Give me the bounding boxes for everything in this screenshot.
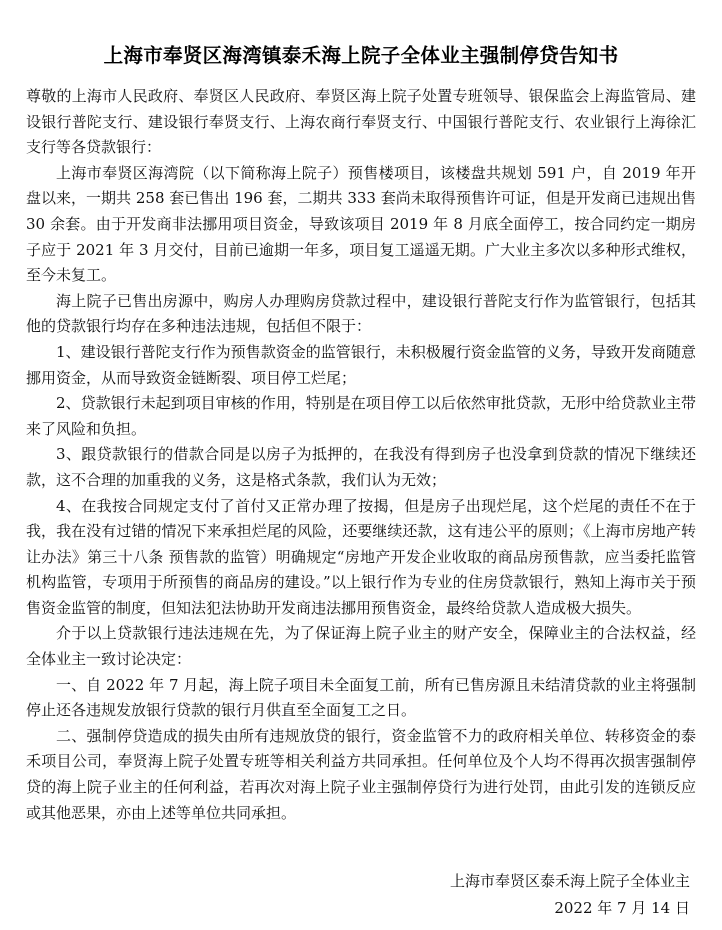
paragraph-decision-intro: 介于以上贷款银行违法违规在先，为了保证海上院子业主的财产安全，保障业主的合法权益，经全体业主一致讨论决定： [26,624,696,669]
signature-block [450,868,690,922]
salutation: 尊敬的上海市人民政府、奉贤区人民政府、奉贤区海上院子处置专班领导、银保监会上海监管局、建设银行普陀支行、建设银行奉贤支行、上海农商行奉贤支行、中国银行普陀支行、农业银行上海徐汇支行等各贷款银行： [26,87,696,157]
paragraph-background: 上海市奉贤区海湾院（以下简称海上院子）预售楼项目，该楼盘共规划 591 户，自 2019 年开盘以来，一期共 258 套已售出 196 套，二期共 333 套尚未取得预售许可证，但是开发商已违规出售 30 余套。由于开发商非法挪用项目资金，导致该项目 2019 年 8 月底全面停工，按合同约定一期房子应于 2021 年 3 月交付，目前已逾期一年多，项目复工遥遥无期。广大业主多次以多种形式维权，至今未复工。 [26,163,696,285]
paragraph-decision-2: 二、强制停贷造成的损失由所有违规放贷的银行，资金监管不力的政府相关单位、转移资金的泰禾项目公司，奉贤海上院子处置专班等相关利益方共同承担。任何单位及个人均不得再次损害强制停贷的海上院子业主的任何利益，若再次对海上院子业主强制停贷行为进行处罚，由此引发的连锁反应或其他恶果，亦由上述等单位共同承担。 [26,726,696,822]
signature-date: 2022 年 7 月 14 日 [554,899,690,917]
document-body [26,84,696,826]
signature-name: 上海市奉贤区泰禾海上院子全体业主 [449,872,690,890]
paragraph-violation-4: 4、在我按合同规定支付了首付又正常办理了按揭，但是房子出现烂尾，这个烂尾的责任不在于我，我在没有过错的情况下来承担烂尾的风险，还要继续还款，这有违公平的原则；《上海市房地产转让办法》第三十八条 预售款的监管）明确规定“房地产开发企业收取的商品房预售款，应当委托监管机构监管，专项用于所预售的商品房的建设。”以上银行作为专业的住房贷款银行，熟知上海市关于预售资金监管的制度，但知法犯法协助开发商违法挪用预售资金，最终给贷款人造成极大损失。 [26,496,696,617]
paragraph-violation-3: 3、跟贷款银行的借款合同是以房子为抵押的，在我没有得到房子也没拿到贷款的情况下继续还款，这不合理的加重我的义务，这是格式条款，我们认为无效； [26,445,696,489]
paragraph-decision-1: 一、自 2022 年 7 月起，海上院子项目未全面复工前，所有已售房源且未结清贷款的业主将强制停止还各违规发放银行贷款的银行月供直至全面复工之日。 [26,675,696,720]
document-title: 上海市奉贤区海湾镇泰禾海上院子全体业主强制停贷告知书 [103,44,619,67]
paragraph-violations-intro: 海上院子已售出房源中，购房人办理购房贷款过程中，建设银行普陀支行作为监管银行，包括其他的贷款银行均存在多种违法违规，包括但不限于： [26,291,696,336]
paragraph-violation-2: 2、贷款银行未起到项目审核的作用，特别是在项目停工以后依然审批贷款，无形中给贷款业主带来了风险和负担。 [26,394,696,438]
paragraph-violation-1: 1、建设银行普陀支行作为预售款资金的监管银行，未积极履行资金监管的义务，导致开发商随意挪用资金，从而导致资金链断裂、项目停工烂尾； [26,342,696,387]
